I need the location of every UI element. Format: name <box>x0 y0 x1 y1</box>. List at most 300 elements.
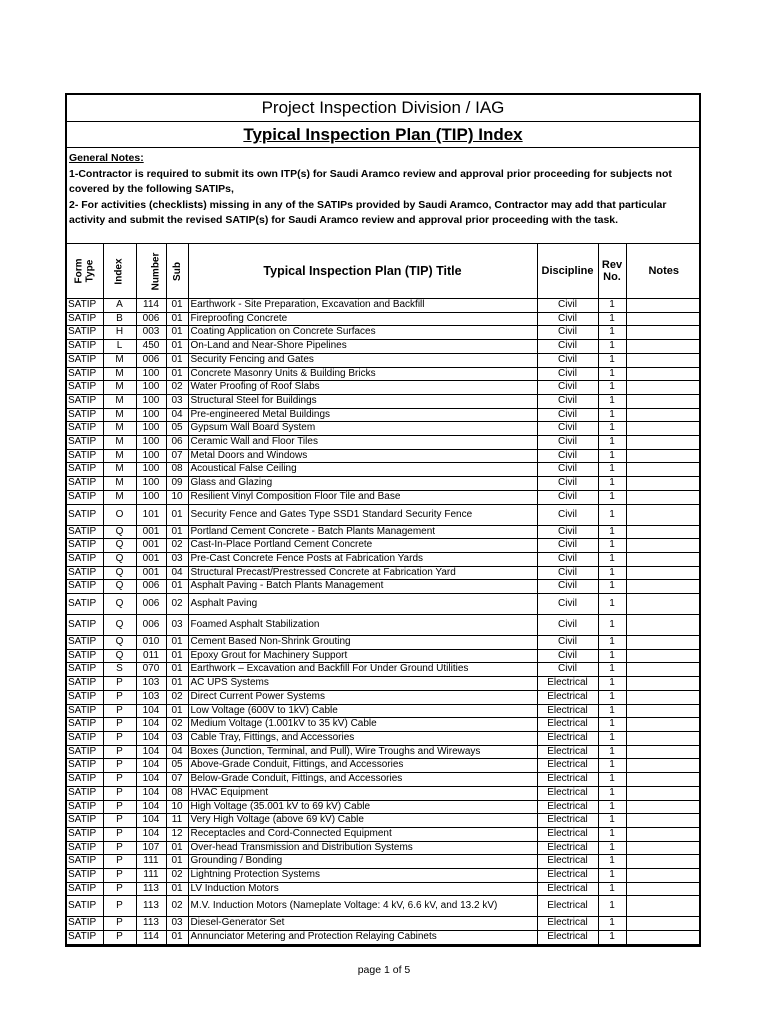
discipline-cell: Civil <box>537 594 598 615</box>
table-row <box>67 525 701 539</box>
table-row <box>67 814 701 828</box>
title-cell: Gypsum Wall Board System <box>188 422 537 436</box>
table-row <box>67 381 701 395</box>
form-type-cell: SATIP <box>67 525 103 539</box>
number-cell: 001 <box>136 539 166 553</box>
index-cell: P <box>103 745 136 759</box>
table-row <box>67 504 701 525</box>
notes-cell <box>626 340 701 354</box>
notes-cell <box>626 869 701 883</box>
form-type-cell: SATIP <box>67 827 103 841</box>
rev-cell: 1 <box>598 636 626 650</box>
rev-cell: 1 <box>598 463 626 477</box>
discipline-cell: Civil <box>537 436 598 450</box>
rev-cell: 1 <box>598 827 626 841</box>
notes-cell <box>626 827 701 841</box>
table-body <box>67 299 701 945</box>
number-cell: 100 <box>136 477 166 491</box>
table-row <box>67 463 701 477</box>
number-cell: 104 <box>136 814 166 828</box>
table-row <box>67 312 701 326</box>
number-cell: 006 <box>136 594 166 615</box>
form-type-cell: SATIP <box>67 855 103 869</box>
discipline-cell: Civil <box>537 504 598 525</box>
table-row <box>67 422 701 436</box>
form-type-cell: SATIP <box>67 477 103 491</box>
sub-cell: 08 <box>166 786 188 800</box>
number-cell: 114 <box>136 931 166 945</box>
form-type-cell: SATIP <box>67 539 103 553</box>
notes-cell <box>626 381 701 395</box>
rev-cell: 1 <box>598 759 626 773</box>
form-type-cell: SATIP <box>67 882 103 896</box>
index-cell: Q <box>103 636 136 650</box>
title-cell: Very High Voltage (above 69 kV) Cable <box>188 814 537 828</box>
table-row <box>67 704 701 718</box>
title-cell: High Voltage (35.001 kV to 69 kV) Cable <box>188 800 537 814</box>
discipline-cell: Civil <box>537 615 598 636</box>
index-cell: P <box>103 931 136 945</box>
discipline-cell: Civil <box>537 340 598 354</box>
index-cell: Q <box>103 552 136 566</box>
number-cell: 003 <box>136 326 166 340</box>
form-type-cell: SATIP <box>67 463 103 477</box>
discipline-cell: Civil <box>537 477 598 491</box>
discipline-cell: Electrical <box>537 931 598 945</box>
index-cell: S <box>103 663 136 677</box>
title-cell: Water Proofing of Roof Slabs <box>188 381 537 395</box>
number-cell: 104 <box>136 759 166 773</box>
title-cell: Below-Grade Conduit, Fittings, and Accessories <box>188 773 537 787</box>
rev-cell: 1 <box>598 677 626 691</box>
number-cell: 107 <box>136 841 166 855</box>
title-cell: HVAC Equipment <box>188 786 537 800</box>
table-row <box>67 917 701 931</box>
notes-cell <box>626 477 701 491</box>
rev-cell: 1 <box>598 299 626 313</box>
index-cell: Q <box>103 649 136 663</box>
notes-cell <box>626 690 701 704</box>
notes-cell <box>626 896 701 917</box>
sub-cell: 01 <box>166 931 188 945</box>
number-cell: 001 <box>136 566 166 580</box>
table-row <box>67 566 701 580</box>
index-cell: M <box>103 367 136 381</box>
form-type-cell: SATIP <box>67 773 103 787</box>
notes-cell <box>626 731 701 745</box>
title-cell: Cement Based Non-Shrink Grouting <box>188 636 537 650</box>
notes-cell <box>626 745 701 759</box>
title-cell: Security Fence and Gates Type SSD1 Standard Security Fence <box>188 504 537 525</box>
discipline-cell: Electrical <box>537 718 598 732</box>
title-cell: Coating Application on Concrete Surfaces <box>188 326 537 340</box>
index-cell: P <box>103 882 136 896</box>
discipline-cell: Civil <box>537 580 598 594</box>
discipline-cell: Electrical <box>537 917 598 931</box>
rev-cell: 1 <box>598 580 626 594</box>
notes-cell <box>626 367 701 381</box>
index-cell: P <box>103 759 136 773</box>
title-cell: Over-head Transmission and Distribution Systems <box>188 841 537 855</box>
notes-cell <box>626 436 701 450</box>
index-cell: M <box>103 490 136 504</box>
table-row <box>67 394 701 408</box>
form-type-cell: SATIP <box>67 786 103 800</box>
table-row <box>67 326 701 340</box>
form-type-cell: SATIP <box>67 594 103 615</box>
notes-cell <box>626 580 701 594</box>
notes-cell <box>626 326 701 340</box>
title-cell: Cable Tray, Fittings, and Accessories <box>188 731 537 745</box>
tip-index-document <box>65 93 701 947</box>
table-row <box>67 615 701 636</box>
form-type-cell: SATIP <box>67 504 103 525</box>
title-cell: Portland Cement Concrete - Batch Plants Management <box>188 525 537 539</box>
notes-cell <box>626 759 701 773</box>
table-row <box>67 636 701 650</box>
form-type-cell: SATIP <box>67 353 103 367</box>
form-type-cell: SATIP <box>67 615 103 636</box>
index-cell: M <box>103 477 136 491</box>
number-cell: 450 <box>136 340 166 354</box>
table-row <box>67 580 701 594</box>
title-cell: Asphalt Paving <box>188 594 537 615</box>
number-cell: 103 <box>136 677 166 691</box>
sub-cell: 09 <box>166 477 188 491</box>
table-row <box>67 773 701 787</box>
index-cell: P <box>103 800 136 814</box>
number-cell: 104 <box>136 704 166 718</box>
notes-cell <box>626 615 701 636</box>
title-cell: Concrete Masonry Units & Building Bricks <box>188 367 537 381</box>
sub-cell: 01 <box>166 704 188 718</box>
notes-cell <box>626 786 701 800</box>
notes-cell <box>626 636 701 650</box>
form-type-cell: SATIP <box>67 814 103 828</box>
form-type-cell: SATIP <box>67 759 103 773</box>
form-type-cell: SATIP <box>67 394 103 408</box>
index-cell: L <box>103 340 136 354</box>
page-footer: page 1 of 5 <box>357 964 411 976</box>
rev-cell: 1 <box>598 340 626 354</box>
discipline-cell: Civil <box>537 490 598 504</box>
form-type-cell: SATIP <box>67 731 103 745</box>
notes-cell <box>626 649 701 663</box>
form-type-cell: SATIP <box>67 552 103 566</box>
sub-cell: 02 <box>166 594 188 615</box>
sub-cell: 04 <box>166 566 188 580</box>
sub-cell: 02 <box>166 381 188 395</box>
rev-cell: 1 <box>598 436 626 450</box>
form-type-cell: SATIP <box>67 436 103 450</box>
notes-cell <box>626 552 701 566</box>
sub-cell: 03 <box>166 731 188 745</box>
number-cell: 011 <box>136 649 166 663</box>
discipline-cell: Electrical <box>537 800 598 814</box>
sub-cell: 01 <box>166 855 188 869</box>
title-cell: Lightning Protection Systems <box>188 869 537 883</box>
discipline-cell: Electrical <box>537 896 598 917</box>
rev-cell: 1 <box>598 731 626 745</box>
title-cell: Security Fencing and Gates <box>188 353 537 367</box>
table-row <box>67 745 701 759</box>
number-cell: 100 <box>136 408 166 422</box>
sub-cell: 01 <box>166 312 188 326</box>
discipline-cell: Civil <box>537 539 598 553</box>
notes-cell <box>626 394 701 408</box>
title-cell: Grounding / Bonding <box>188 855 537 869</box>
title-cell: Earthwork - Site Preparation, Excavation and Backfill <box>188 299 537 313</box>
number-cell: 001 <box>136 525 166 539</box>
number-cell: 104 <box>136 786 166 800</box>
notes-cell <box>626 663 701 677</box>
rev-cell: 1 <box>598 539 626 553</box>
rev-cell: 1 <box>598 552 626 566</box>
table-row <box>67 800 701 814</box>
discipline-cell: Civil <box>537 299 598 313</box>
number-cell: 001 <box>136 552 166 566</box>
number-cell: 070 <box>136 663 166 677</box>
rev-cell: 1 <box>598 773 626 787</box>
title-cell: Low Voltage (600V to 1kV) Cable <box>188 704 537 718</box>
sub-cell: 01 <box>166 353 188 367</box>
form-type-cell: SATIP <box>67 580 103 594</box>
index-cell: Q <box>103 594 136 615</box>
index-cell: Q <box>103 566 136 580</box>
rev-cell: 1 <box>598 917 626 931</box>
discipline-cell: Civil <box>537 566 598 580</box>
table-row <box>67 786 701 800</box>
general-notes <box>67 148 699 244</box>
column-header-number: Number <box>136 244 166 299</box>
discipline-cell: Electrical <box>537 855 598 869</box>
rev-cell: 1 <box>598 663 626 677</box>
index-cell: P <box>103 869 136 883</box>
sub-cell: 12 <box>166 827 188 841</box>
table-row <box>67 552 701 566</box>
form-type-cell: SATIP <box>67 800 103 814</box>
title-cell: Metal Doors and Windows <box>188 449 537 463</box>
number-cell: 100 <box>136 490 166 504</box>
rev-cell: 1 <box>598 394 626 408</box>
sub-cell: 08 <box>166 463 188 477</box>
discipline-cell: Civil <box>537 408 598 422</box>
title-cell: Medium Voltage (1.001kV to 35 kV) Cable <box>188 718 537 732</box>
column-header-form-type: Form Type <box>67 244 103 299</box>
index-cell: Q <box>103 525 136 539</box>
index-cell: M <box>103 422 136 436</box>
sub-cell: 02 <box>166 896 188 917</box>
discipline-cell: Civil <box>537 326 598 340</box>
sub-cell: 01 <box>166 504 188 525</box>
form-type-cell: SATIP <box>67 340 103 354</box>
title-cell: Receptacles and Cord-Connected Equipment <box>188 827 537 841</box>
index-cell: P <box>103 827 136 841</box>
number-cell: 100 <box>136 436 166 450</box>
sub-cell: 01 <box>166 636 188 650</box>
number-cell: 006 <box>136 312 166 326</box>
rev-cell: 1 <box>598 855 626 869</box>
division-title: Project Inspection Division / IAG <box>67 95 699 122</box>
notes-cell <box>626 422 701 436</box>
sub-cell: 01 <box>166 326 188 340</box>
notes-cell <box>626 504 701 525</box>
notes-cell <box>626 718 701 732</box>
sub-cell: 01 <box>166 367 188 381</box>
table-row <box>67 408 701 422</box>
discipline-cell: Civil <box>537 312 598 326</box>
column-header-notes: Notes <box>626 244 701 299</box>
number-cell: 100 <box>136 422 166 436</box>
index-cell: M <box>103 436 136 450</box>
form-type-cell: SATIP <box>67 326 103 340</box>
index-cell: M <box>103 408 136 422</box>
discipline-cell: Electrical <box>537 745 598 759</box>
discipline-cell: Electrical <box>537 759 598 773</box>
title-cell: Ceramic Wall and Floor Tiles <box>188 436 537 450</box>
index-cell: P <box>103 841 136 855</box>
index-cell: Q <box>103 580 136 594</box>
number-cell: 111 <box>136 869 166 883</box>
rev-cell: 1 <box>598 353 626 367</box>
number-cell: 104 <box>136 800 166 814</box>
table-row <box>67 896 701 917</box>
number-cell: 100 <box>136 463 166 477</box>
notes-cell <box>626 855 701 869</box>
discipline-cell: Electrical <box>537 731 598 745</box>
rev-cell: 1 <box>598 449 626 463</box>
title-cell: Pre-Cast Concrete Fence Posts at Fabrication Yards <box>188 552 537 566</box>
discipline-cell: Electrical <box>537 841 598 855</box>
index-cell: P <box>103 690 136 704</box>
table-row <box>67 539 701 553</box>
title-cell: Boxes (Junction, Terminal, and Pull), Wire Troughs and Wireways <box>188 745 537 759</box>
table-row <box>67 882 701 896</box>
notes-cell <box>626 882 701 896</box>
form-type-cell: SATIP <box>67 408 103 422</box>
note-1: 1-Contractor is required to submit its own ITP(s) for Saudi Aramco review and approval prior proceeding for subjects not covered by the following SATIPs, <box>69 167 672 195</box>
discipline-cell: Electrical <box>537 882 598 896</box>
table-header-row <box>67 244 701 299</box>
notes-cell <box>626 463 701 477</box>
sub-cell: 01 <box>166 882 188 896</box>
notes-cell <box>626 841 701 855</box>
number-cell: 113 <box>136 896 166 917</box>
notes-cell <box>626 931 701 945</box>
discipline-cell: Electrical <box>537 786 598 800</box>
number-cell: 104 <box>136 745 166 759</box>
sub-cell: 01 <box>166 525 188 539</box>
form-type-cell: SATIP <box>67 490 103 504</box>
discipline-cell: Civil <box>537 649 598 663</box>
discipline-cell: Electrical <box>537 827 598 841</box>
table-row <box>67 827 701 841</box>
rev-cell: 1 <box>598 312 626 326</box>
notes-cell <box>626 490 701 504</box>
table-row <box>67 299 701 313</box>
notes-cell <box>626 408 701 422</box>
sub-cell: 01 <box>166 649 188 663</box>
sub-cell: 11 <box>166 814 188 828</box>
number-cell: 010 <box>136 636 166 650</box>
sub-cell: 02 <box>166 718 188 732</box>
number-cell: 104 <box>136 718 166 732</box>
sub-cell: 07 <box>166 449 188 463</box>
discipline-cell: Civil <box>537 367 598 381</box>
number-cell: 006 <box>136 353 166 367</box>
table-row <box>67 869 701 883</box>
sub-cell: 04 <box>166 745 188 759</box>
notes-cell <box>626 525 701 539</box>
notes-cell <box>626 594 701 615</box>
table-row <box>67 677 701 691</box>
page-title: Typical Inspection Plan (TIP) Index <box>67 122 699 148</box>
sub-cell: 01 <box>166 299 188 313</box>
title-cell: Acoustical False Ceiling <box>188 463 537 477</box>
discipline-cell: Civil <box>537 663 598 677</box>
title-cell: Structural Steel for Buildings <box>188 394 537 408</box>
discipline-cell: Civil <box>537 525 598 539</box>
column-header-sub: Sub <box>166 244 188 299</box>
title-cell: Cast-In-Place Portland Cement Concrete <box>188 539 537 553</box>
index-cell: P <box>103 704 136 718</box>
column-header-discipline: Discipline <box>537 244 598 299</box>
rev-cell: 1 <box>598 649 626 663</box>
index-cell: P <box>103 896 136 917</box>
rev-cell: 1 <box>598 326 626 340</box>
rev-cell: 1 <box>598 566 626 580</box>
notes-heading: General Notes: <box>69 152 144 164</box>
notes-cell <box>626 299 701 313</box>
title-cell: LV Induction Motors <box>188 882 537 896</box>
index-cell: P <box>103 773 136 787</box>
form-type-cell: SATIP <box>67 677 103 691</box>
form-type-cell: SATIP <box>67 869 103 883</box>
rev-cell: 1 <box>598 422 626 436</box>
form-type-cell: SATIP <box>67 690 103 704</box>
index-cell: P <box>103 786 136 800</box>
number-cell: 111 <box>136 855 166 869</box>
index-cell: O <box>103 504 136 525</box>
notes-cell <box>626 449 701 463</box>
form-type-cell: SATIP <box>67 449 103 463</box>
notes-cell <box>626 566 701 580</box>
table-row <box>67 477 701 491</box>
sub-cell: 03 <box>166 917 188 931</box>
sub-cell: 10 <box>166 490 188 504</box>
title-cell: Glass and Glazing <box>188 477 537 491</box>
tip-index-table <box>67 244 701 945</box>
index-cell: P <box>103 718 136 732</box>
number-cell: 006 <box>136 580 166 594</box>
sub-cell: 03 <box>166 394 188 408</box>
title-cell: AC UPS Systems <box>188 677 537 691</box>
discipline-cell: Electrical <box>537 814 598 828</box>
discipline-cell: Civil <box>537 463 598 477</box>
discipline-cell: Civil <box>537 394 598 408</box>
rev-cell: 1 <box>598 931 626 945</box>
number-cell: 100 <box>136 394 166 408</box>
index-cell: M <box>103 394 136 408</box>
rev-cell: 1 <box>598 408 626 422</box>
sub-cell: 03 <box>166 552 188 566</box>
index-cell: M <box>103 353 136 367</box>
title-cell: Asphalt Paving - Batch Plants Management <box>188 580 537 594</box>
table-row <box>67 663 701 677</box>
form-type-cell: SATIP <box>67 931 103 945</box>
rev-cell: 1 <box>598 869 626 883</box>
sub-cell: 01 <box>166 340 188 354</box>
